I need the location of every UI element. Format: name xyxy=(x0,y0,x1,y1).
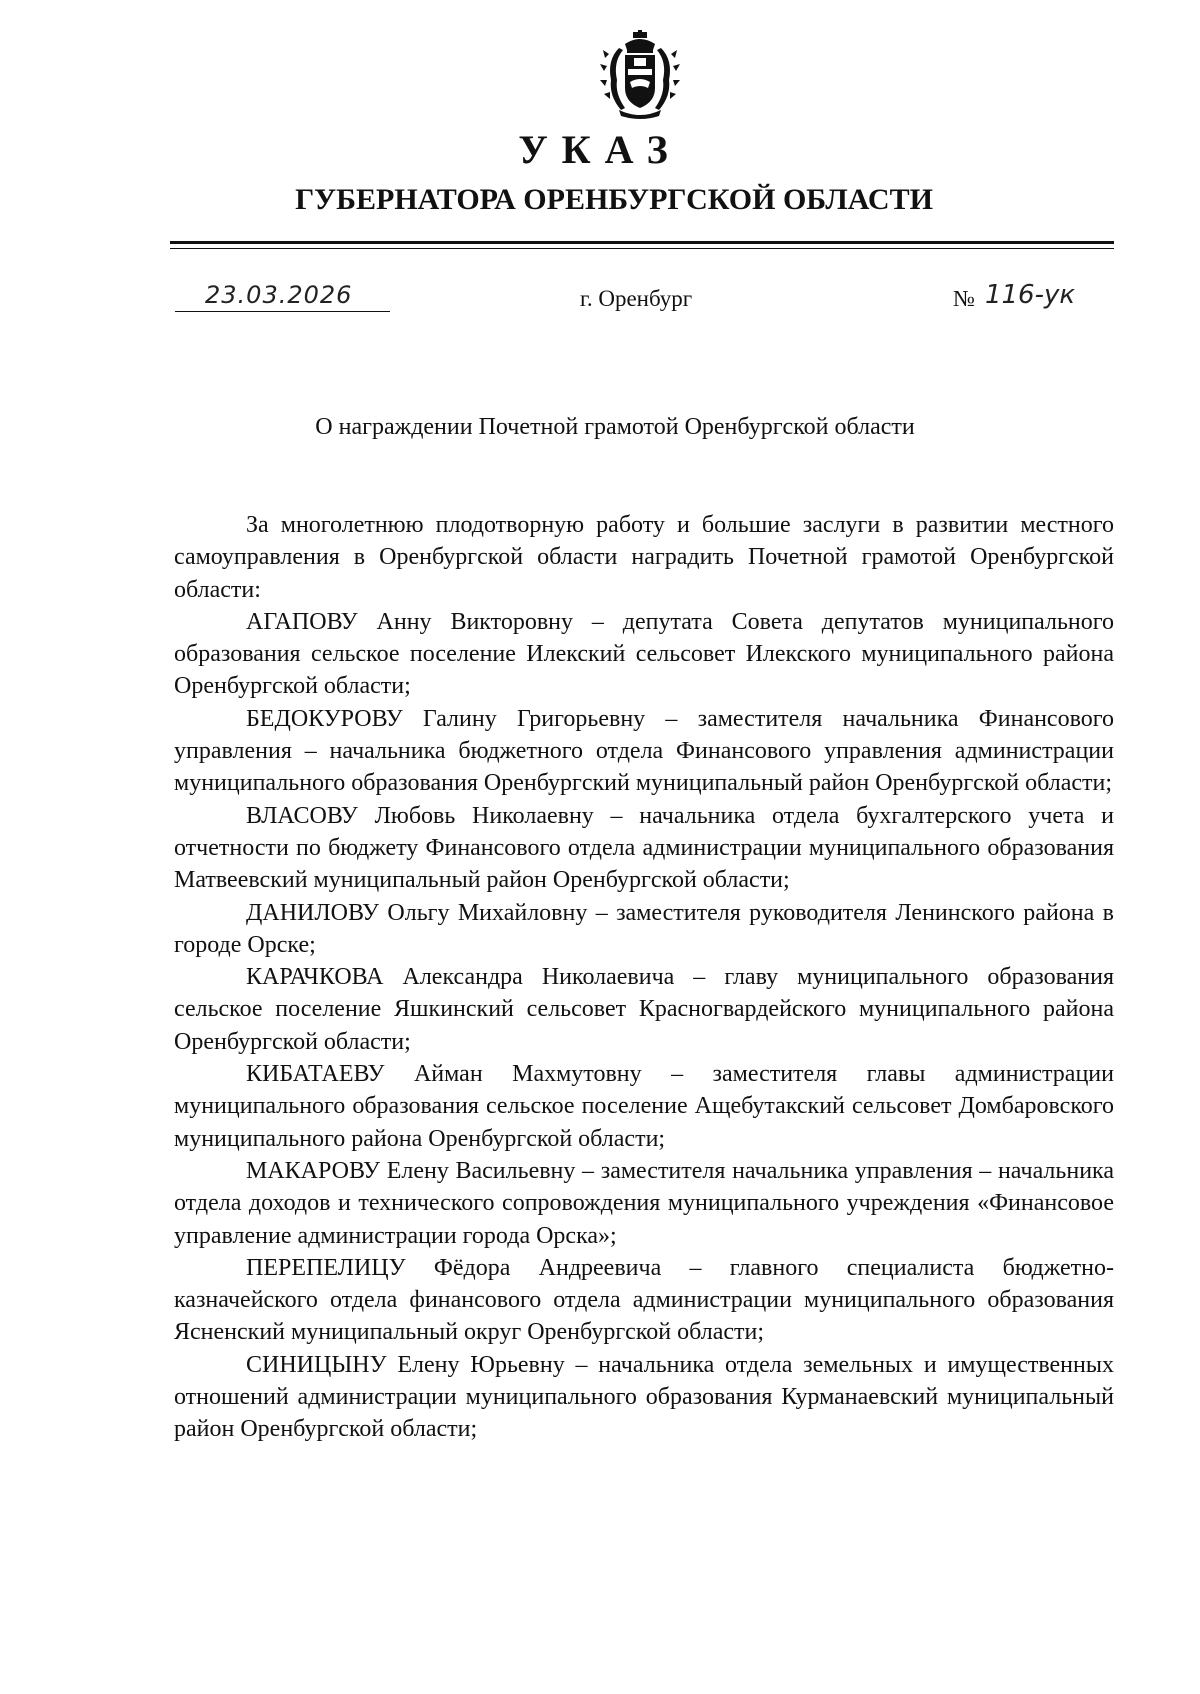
document-heading: О награждении Почетной грамотой Оренбургской области xyxy=(315,414,915,440)
header-divider-thick xyxy=(170,241,1114,244)
document-title: УКАЗ xyxy=(518,127,682,172)
date-underline xyxy=(175,311,390,312)
awardee-paragraph: ПЕРЕПЕЛИЦУ Фёдора Андреевича – главного специалиста бюджетно-казначейского отдела финансового отдела администрации муниципального образования Ясненский муниципальный округ Оренбургской области; xyxy=(174,1254,1114,1346)
awardee-paragraph: КИБАТАЕВУ Айман Махмутовну – заместителя главы администрации муниципального образования сельское поселение Ащебутакский сельсовет Домбаровского муниципального района Оренбургской области; xyxy=(174,1061,1114,1152)
document-number-field xyxy=(953,280,1075,320)
intro-paragraph: За многолетнюю плодотворную работу и большие заслуги в развитии местного самоуправления в Оренбургской области наградить Почетной грамотой Оренбургской области: xyxy=(174,512,1114,603)
document-date-field xyxy=(175,280,390,320)
number-sign: № xyxy=(953,286,975,311)
awardee-paragraph: АГАПОВУ Анну Викторовну – депутата Совета депутатов муниципального образования сельское поселение Илекский сельсовет Илекского муниципального района Оренбургской области; xyxy=(174,608,1114,700)
document-date: 23.03.2026 xyxy=(205,281,353,309)
awardee-paragraph: МАКАРОВУ Елену Васильевну – заместителя начальника управления – начальника отдела доходов и технического сопровождения муниципального учреждения «Финансовое управление администрации города Орска»; xyxy=(174,1157,1114,1249)
document-city: г. Оренбург xyxy=(580,286,693,311)
document-subtitle: ГУБЕРНАТОРА ОРЕНБУРГСКОЙ ОБЛАСТИ xyxy=(295,183,933,216)
coat-of-arms-icon xyxy=(597,30,683,120)
header-divider-thin xyxy=(170,248,1114,249)
document-body xyxy=(174,509,1114,1446)
awardee-paragraph: СИНИЦЫНУ Елену Юрьевну – начальника отдела земельных и имущественных отношений администрации муниципального образования Курманаевский муниципальный район Оренбургской области; xyxy=(174,1351,1114,1443)
document-number: 116-ук xyxy=(984,280,1076,310)
awardee-paragraph: БЕДОКУРОВУ Галину Григорьевну – заместителя начальника Финансового управления – начальника бюджетного отдела Финансового управления администрации муниципального образования Оренбургский муниципальный район Оренбургской области; xyxy=(174,705,1114,797)
awardee-paragraph: ДАНИЛОВУ Ольгу Михайловну – заместителя руководителя Ленинского района в городе Орске; xyxy=(174,899,1114,958)
awardee-paragraph: ВЛАСОВУ Любовь Николаевну – начальника отдела бухгалтерского учета и отчетности по бюджету Финансового отдела администрации муниципального образования Матвеевский муниципальный район Оренбургской области; xyxy=(174,802,1114,894)
awardee-paragraph: КАРАЧКОВА Александра Николаевича – главу муниципального образования сельское поселение Яшкинский сельсовет Красногвардейского муниципального района Оренбургской области; xyxy=(174,964,1114,1055)
